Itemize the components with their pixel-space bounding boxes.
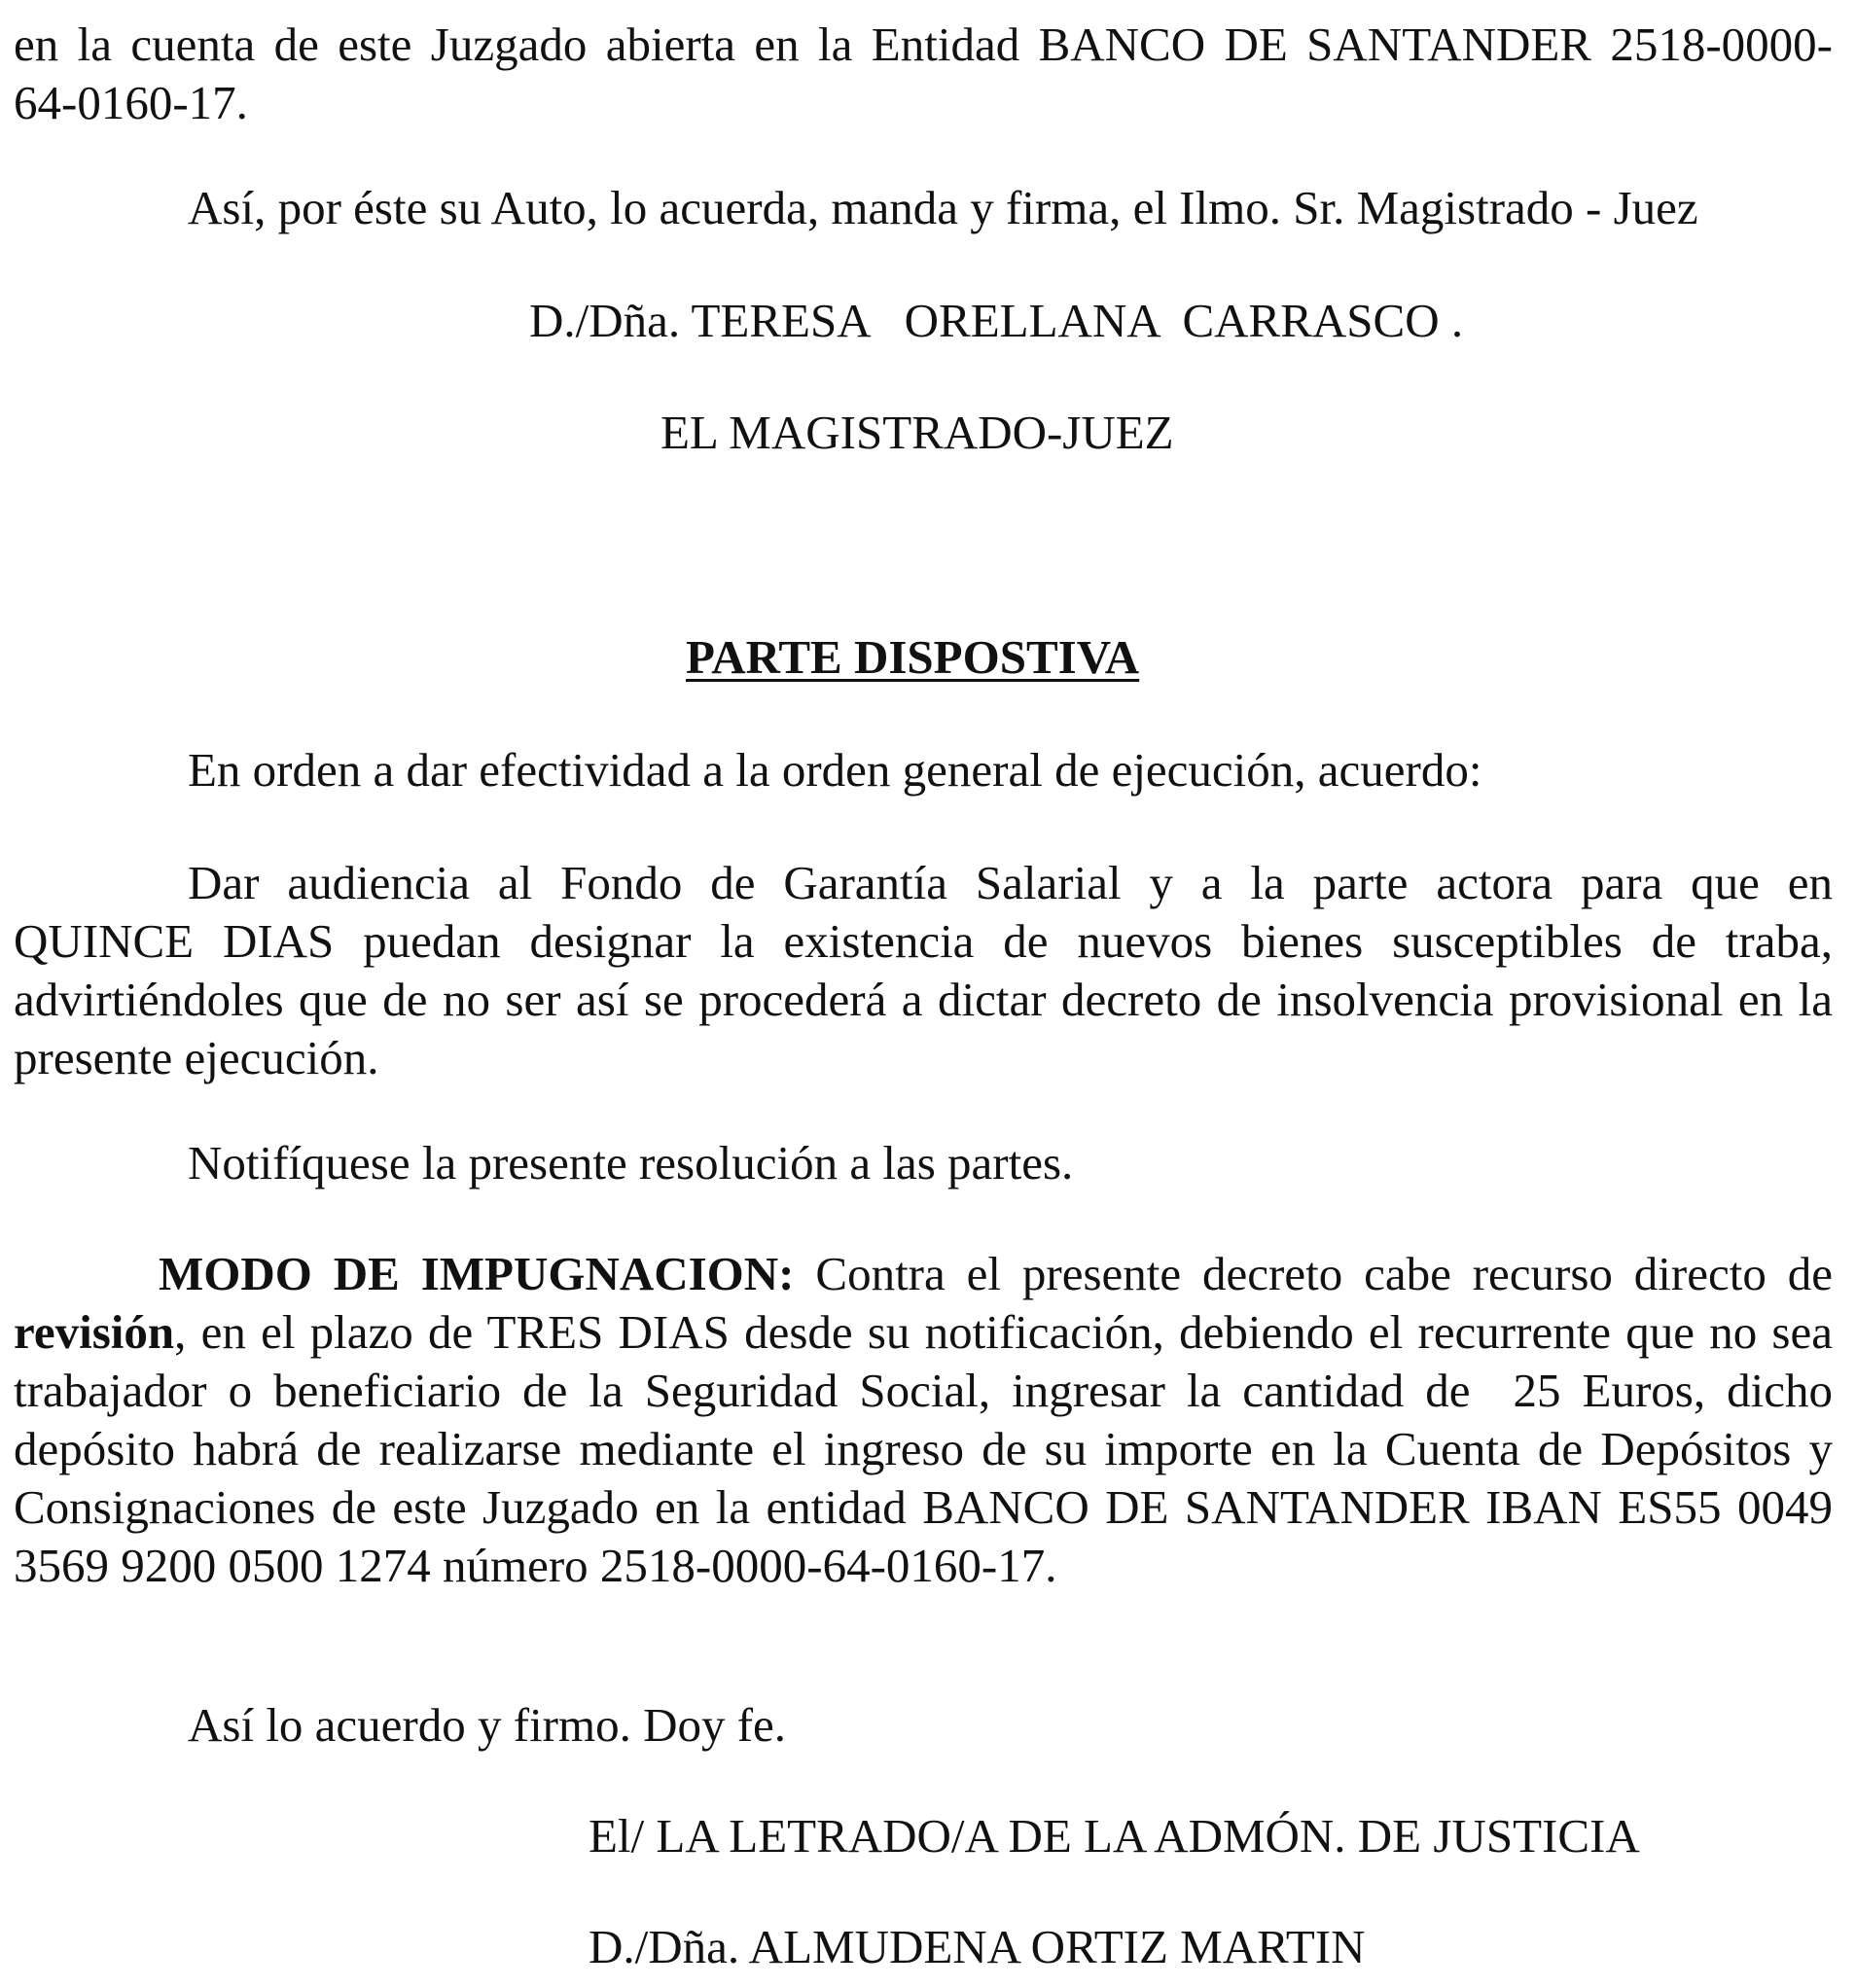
judge-name: D./Dña. TERESA ORELLANA CARRASCO . [529,294,1464,347]
impugnacion-line-3: trabajador o beneficiario de la Seguridad Social, ingresar la cantidad de 25 Euros, dicho [14,1364,1833,1417]
impugnacion-line-4: depósito habrá de realizarse mediante el ingreso de su importe en la Cuenta de Depósitos y [14,1422,1833,1475]
judge-title: EL MAGISTRADO-JUEZ [660,406,1174,459]
auto-closing-text: Así, por éste su Auto, lo acuerda, manda y firma, el Ilmo. Sr. Magistrado - Juez [188,181,1698,234]
audience-paragraph-line-1: Dar audiencia al Fondo de Garantía Salarial y a la parte actora para que en [188,856,1833,909]
impugnacion-line-6: 3569 9200 0500 1274 número 2518-0000-64-0160-17. [14,1539,1057,1592]
impugnacion-line-5: Consignaciones de este Juzgado en la entidad BANCO DE SANTANDER IBAN ES55 0049 [14,1480,1833,1534]
letrado-title: El/ LA LETRADO/A DE LA ADMÓN. DE JUSTICIA [589,1809,1640,1863]
notify-text: Notifíquese la presente resolución a las partes. [188,1136,1074,1189]
section-heading: PARTE DISPOSTIVA [686,630,1140,684]
audience-paragraph-line-4: presente ejecución. [14,1031,379,1084]
audience-paragraph-line-2: QUINCE DIAS puedan designar la existencia de nuevos bienes susceptibles de traba, [14,914,1833,968]
impugnacion-line-2-text: , en el plazo de TRES DIAS desde su notificación, debiendo el recurrente que no sea [174,1305,1833,1359]
top-paragraph-line-2: 64-0160-17. [14,76,248,129]
impugnacion-line-1 [159,1245,1833,1303]
revision-term: revisión [14,1305,175,1359]
impugnacion-line-1-text: Contra el presente decreto cabe recurso directo de [794,1247,1833,1300]
top-paragraph-line-1: en la cuenta de este Juzgado abierta en la Entidad BANCO DE SANTANDER 2518-0000- [14,18,1833,71]
impugnacion-line-2 [14,1303,1833,1362]
impugnacion-label: MODO DE IMPUGNACION: [159,1247,795,1300]
order-intro: En orden a dar efectividad a la orden general de ejecución, acuerdo: [188,743,1482,797]
closing-text: Así lo acuerdo y firmo. Doy fe. [188,1698,787,1752]
letrado-name: D./Dña. ALMUDENA ORTIZ MARTIN [589,1920,1366,1973]
audience-paragraph-line-3: advirtiéndoles que de no ser así se procederá a dictar decreto de insolvencia provisional en la [14,973,1833,1026]
